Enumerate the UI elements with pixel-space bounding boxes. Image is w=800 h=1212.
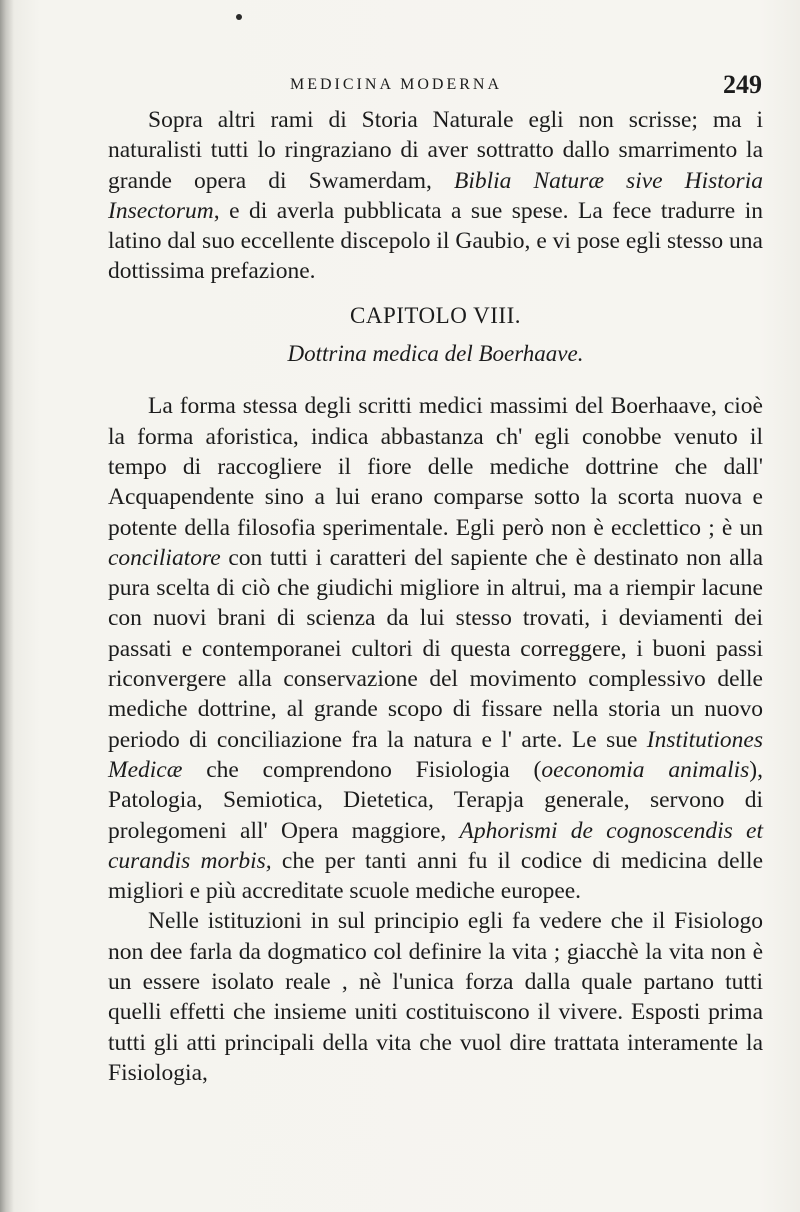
paragraph-swamerdam (108, 105, 763, 287)
italic-term: conciliatore (108, 544, 221, 571)
text-run: che comprendono Fisiologia ( (182, 756, 542, 783)
italic-title: Aphorismi de cognoscendis et curandis morbis, (108, 817, 763, 874)
paragraph-boerhaave-form (108, 391, 763, 906)
text-run: Sopra altri rami di Storia Naturale egli non scrisse; ma i naturalisti tutti lo ringraziano di aver sottratto dallo smarrimento la grande opera di Swamerdam, (108, 107, 763, 194)
page-number: 249 (723, 70, 762, 99)
text-run: ), Patologia, Semiotica, Dietetica, Terapja generale, servono di prolegomeni all' Opera maggiore, (108, 756, 763, 844)
page-text (108, 105, 763, 1088)
chapter-subtitle: Dottrina medica del Boerhaave. (287, 341, 584, 367)
paragraph-institutions (108, 906, 763, 1088)
italic-title: Biblia Naturæ sive Historia Insectorum (108, 167, 763, 224)
italic-term: oeconomia animalis (541, 756, 750, 783)
page-header (110, 70, 770, 100)
text-run: che per tanti anni fu il codice di medicina delle migliori e più accreditate scuole mediche europee. (108, 847, 764, 905)
text-run: La forma stessa degli scritti medici massimi del Boerhaave, cioè la forma aforistica, indica abbastanza ch' egli conobbe venuto il tempo di raccogliere il fiore delle mediche dottrine che dall' Acquapendente sino a lui erano comparse sotto la scorta nuova e potente della filosofia sperimentale. Egli però non è ecclettico ; è un (108, 393, 763, 541)
binding-gutter (0, 0, 14, 1212)
running-head: MEDICINA MODERNA (290, 76, 502, 93)
ink-speck (236, 14, 242, 20)
text-run: Nelle istituzioni in sul principio egli fa vedere che il Fisiologo non dee farla da dogmatico col definire la vita ; giacchè la vita non è un essere isolato reale , nè l'unica forza dalla quale partano tutti quelli effetti che insieme uniti costituiscono il vivere. Esposti prima tutti gli atti principali della vita che vuol dire trattata interamente la Fisiologia, (108, 908, 763, 1086)
text-run: , e di averla pubblicata a sue spese. La fece tradurre in latino dal suo eccellente discepolo il Gaubio, e vi pose egli stesso una dottissima prefazione. (108, 197, 763, 285)
italic-title: Institutiones Medicæ (108, 726, 763, 783)
chapter-title: CAPITOLO VIII. (350, 302, 521, 328)
text-run: con tutti i caratteri del sapiente che è destinato non alla pura scelta di ciò che giudichi migliore in altrui, ma a riempir lacune con nuovi brani di scienza da lui stesso trovati, i deviamenti dei passati e contemporanei cultori di questa correggere, i buoni passi riconvergere alla conservazione del movimento complessivo delle mediche dottrine, al grande scopo di fissare nella storia un nuovo periodo di conciliazione fra la natura e l' arte. Le sue (108, 544, 763, 753)
